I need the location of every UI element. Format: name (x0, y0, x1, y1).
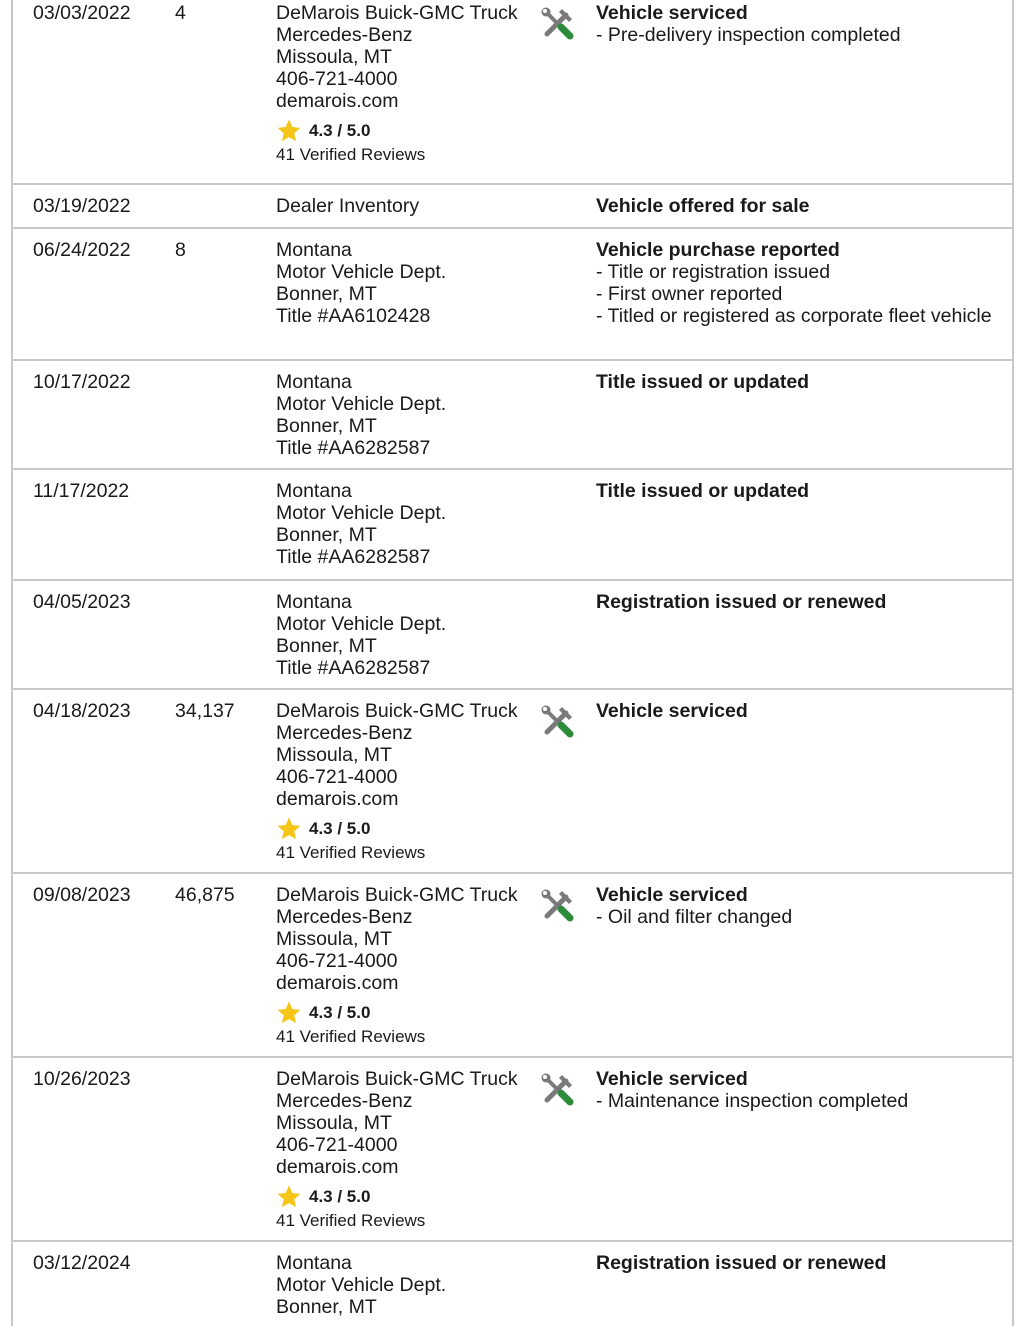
record-date: 04/18/2023 (33, 700, 131, 722)
star-icon (276, 1000, 302, 1026)
source-line: Title #AA6282587 (276, 437, 431, 459)
source-line: Montana (276, 1252, 352, 1274)
star-icon (276, 816, 302, 842)
source-line: Bonner, MT (276, 524, 377, 546)
rating-value: 4.3 / 5.0 (309, 1003, 371, 1022)
source-line: Motor Vehicle Dept. (276, 502, 447, 524)
source-line: Title #AA6282587 (276, 546, 431, 568)
record-title: Title issued or updated (596, 480, 810, 502)
service-tools-icon (539, 4, 577, 42)
record-detail-item: - First owner reported (596, 283, 783, 305)
service-tools-icon (539, 1070, 577, 1108)
record-details (596, 371, 1001, 393)
history-record (12, 1058, 1013, 1242)
record-title: Title issued or updated (596, 371, 810, 393)
source-line: DeMarois Buick-GMC Truck (276, 2, 518, 24)
rating-value: 4.3 / 5.0 (309, 1187, 371, 1206)
record-details (596, 480, 1001, 502)
rating-value: 4.3 / 5.0 (309, 121, 371, 140)
record-detail-item: - Titled or registered as corporate fleet vehicle (596, 305, 992, 327)
record-date: 09/08/2023 (33, 884, 131, 906)
record-detail-item: - Pre-delivery inspection completed (596, 24, 901, 46)
source-line: demarois.com (276, 1156, 399, 1178)
record-details (596, 1252, 1001, 1274)
service-tools-icon (539, 702, 577, 740)
service-tools-icon (539, 886, 577, 924)
source-line: Bonner, MT (276, 635, 377, 657)
record-source (276, 700, 518, 864)
verified-reviews-link[interactable]: 41 Verified Reviews (276, 1027, 426, 1046)
source-line: demarois.com (276, 972, 399, 994)
record-date: 03/03/2022 (33, 2, 131, 24)
record-source (276, 884, 518, 1048)
source-line: Title #AA6102428 (276, 305, 431, 327)
source-line: Dealer Inventory (276, 195, 420, 217)
source-line: 406-721-4000 (276, 1134, 398, 1156)
record-mileage: 8 (175, 239, 186, 261)
record-details (596, 700, 1001, 722)
source-line: Montana (276, 480, 352, 502)
history-record (12, 0, 1013, 185)
dealer-rating[interactable] (276, 816, 518, 842)
record-title: Vehicle serviced (596, 1068, 748, 1090)
record-title: Vehicle serviced (596, 700, 748, 722)
record-date: 03/19/2022 (33, 195, 131, 217)
record-mileage: 46,875 (175, 884, 235, 906)
source-line: Motor Vehicle Dept. (276, 393, 447, 415)
record-date: 03/12/2024 (33, 1252, 131, 1274)
source-line: Bonner, MT (276, 283, 377, 305)
source-line: Bonner, MT (276, 1296, 377, 1318)
verified-reviews-link[interactable]: 41 Verified Reviews (276, 1211, 426, 1230)
source-line: Missoula, MT (276, 744, 392, 766)
history-record (12, 1242, 1013, 1326)
source-line: Title #AA6282587 (276, 657, 431, 679)
source-line: Motor Vehicle Dept. (276, 1274, 447, 1296)
record-mileage: 34,137 (175, 700, 235, 722)
record-title: Vehicle purchase reported (596, 239, 840, 261)
dealer-rating[interactable] (276, 118, 518, 144)
record-title: Vehicle serviced (596, 2, 748, 24)
source-line: Montana (276, 239, 352, 261)
source-line: DeMarois Buick-GMC Truck (276, 1068, 518, 1090)
record-details (596, 1068, 1001, 1112)
source-line: Missoula, MT (276, 928, 392, 950)
record-date: 06/24/2022 (33, 239, 131, 261)
rating-value: 4.3 / 5.0 (309, 819, 371, 838)
record-date: 10/17/2022 (33, 371, 131, 393)
star-icon (276, 1184, 302, 1210)
verified-reviews-link[interactable]: 41 Verified Reviews (276, 843, 426, 862)
record-detail-item: - Maintenance inspection completed (596, 1090, 909, 1112)
record-details (596, 239, 1001, 327)
history-record (12, 185, 1013, 229)
source-line: Mercedes-Benz (276, 1090, 413, 1112)
source-line: Mercedes-Benz (276, 722, 413, 744)
record-title: Registration issued or renewed (596, 1252, 887, 1274)
history-record (12, 470, 1013, 581)
history-record (12, 581, 1013, 690)
record-source (276, 1068, 518, 1232)
record-source (276, 1252, 446, 1318)
source-line: Montana (276, 371, 352, 393)
record-source (276, 480, 446, 568)
history-record (12, 874, 1013, 1058)
source-line: Mercedes-Benz (276, 24, 413, 46)
record-source (276, 2, 518, 166)
source-line: 406-721-4000 (276, 68, 398, 90)
record-title: Vehicle offered for sale (596, 195, 810, 217)
record-source (276, 239, 446, 327)
record-date: 10/26/2023 (33, 1068, 131, 1090)
record-detail-item: - Title or registration issued (596, 261, 831, 283)
history-record (12, 690, 1013, 874)
record-date: 04/05/2023 (33, 591, 131, 613)
record-source (276, 591, 446, 679)
source-line: Missoula, MT (276, 1112, 392, 1134)
source-line: demarois.com (276, 788, 399, 810)
record-details (596, 884, 1001, 928)
source-line: DeMarois Buick-GMC Truck (276, 884, 518, 906)
record-title: Vehicle serviced (596, 884, 748, 906)
source-line: Montana (276, 591, 352, 613)
source-line: 406-721-4000 (276, 950, 398, 972)
source-line: 406-721-4000 (276, 766, 398, 788)
source-line: DeMarois Buick-GMC Truck (276, 700, 518, 722)
record-mileage: 4 (175, 2, 186, 24)
record-details (596, 2, 1001, 46)
source-line: Mercedes-Benz (276, 906, 413, 928)
record-source (276, 195, 419, 217)
source-line: Motor Vehicle Dept. (276, 613, 447, 635)
dealer-rating[interactable] (276, 1184, 518, 1210)
history-record (12, 229, 1013, 361)
source-line: Bonner, MT (276, 415, 377, 437)
source-line: Missoula, MT (276, 46, 392, 68)
star-icon (276, 118, 302, 144)
record-detail-item: - Oil and filter changed (596, 906, 793, 928)
source-line: Motor Vehicle Dept. (276, 261, 447, 283)
record-date: 11/17/2022 (33, 480, 130, 502)
record-title: Registration issued or renewed (596, 591, 887, 613)
record-details (596, 195, 1001, 217)
dealer-rating[interactable] (276, 1000, 518, 1026)
source-line: demarois.com (276, 90, 399, 112)
history-record (12, 361, 1013, 470)
verified-reviews-link[interactable]: 41 Verified Reviews (276, 145, 426, 164)
record-details (596, 591, 1001, 613)
record-source (276, 371, 446, 459)
